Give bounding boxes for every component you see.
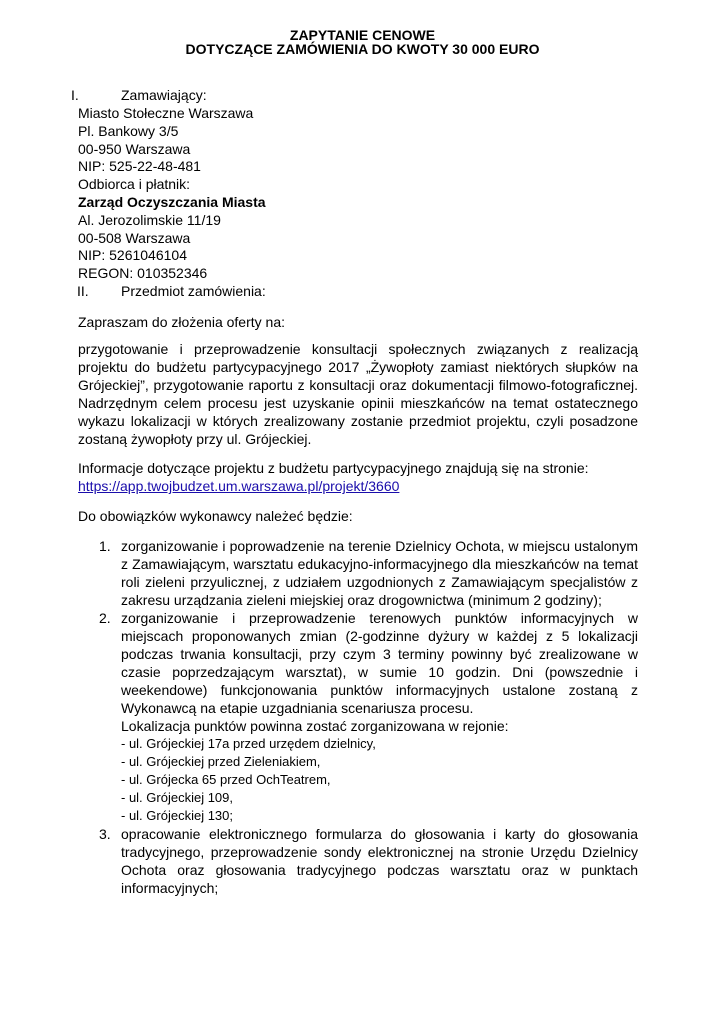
recipient-name: Zarząd Oczyszczania Miasta bbox=[78, 193, 266, 210]
list-item bbox=[78, 825, 638, 897]
list-item-number: 3. bbox=[99, 826, 111, 842]
duties-intro: Do obowiązków wykonawcy należeć będzie: bbox=[78, 508, 353, 524]
list-item-number: 2. bbox=[99, 610, 111, 626]
section-1-label: Zamawiający: bbox=[121, 87, 207, 103]
section-2-number: II. bbox=[77, 283, 89, 299]
address-line: 00-950 Warszawa bbox=[78, 140, 191, 157]
ordering-party-block bbox=[78, 104, 266, 282]
list-item bbox=[78, 609, 638, 825]
address-line: Miasto Stołeczne Warszawa bbox=[78, 105, 254, 121]
list-item-text: zorganizowanie i poprowadzenie na terenie Dzielnicy Ochota, w miejscu ustalonym z Zamawiającym, warsztatu edukacyjno-informacyjnego dla mieszkańców na temat roli zieleni przyulicznej, z udziałem uzgodnionych z Zamawiającym specjalistów z zakresu urządzania zieleni miejskiej oraz drogownictwa (minimum 2 godziny); bbox=[121, 538, 638, 608]
list-item-text: opracowanie elektronicznego formularza do głosowania i karty do głosowania tradycyjnego, przeprowadzenie sondy elektronicznej na stronie Urzędu Dzielnicy Ochota oraz głosowania tradycyjnego podczas warsztatu oraz w punktach informacyjnych; bbox=[121, 826, 638, 896]
address-line: NIP: 5261046104 bbox=[78, 247, 187, 264]
location-item: - ul. Grójecka 65 przed OchTeatrem, bbox=[121, 772, 331, 787]
section-1-number: I. bbox=[71, 87, 79, 103]
duties-list bbox=[78, 537, 638, 897]
address-line: 00-508 Warszawa bbox=[78, 229, 191, 246]
location-item: - ul. Grójeckiej 109, bbox=[121, 790, 233, 805]
location-item: - ul. Grójeckiej 130; bbox=[121, 808, 233, 823]
list-item bbox=[78, 537, 638, 609]
list-item-number: 1. bbox=[99, 538, 111, 554]
location-item: - ul. Grójeckiej 17a przed urzędem dzielnicy, bbox=[121, 736, 376, 751]
address-line: NIP: 525-22-48-481 bbox=[78, 158, 201, 175]
project-link[interactable]: https://app.twojbudzet.um.warszawa.pl/projekt/3660 bbox=[78, 478, 400, 494]
project-link-wrapper bbox=[78, 477, 638, 495]
page-title: ZAPYTANIE CENOWE bbox=[289, 27, 436, 43]
page-subtitle: DOTYCZĄCE ZAMÓWIENIA DO KWOTY 30 000 EURO bbox=[185, 41, 540, 57]
scope-description: przygotowanie i przeprowadzenie konsultacji społecznych związanych z realizacją projektu do budżetu partycypacyjnego 2017 „Żywopłoty zamiast niektórych słupków na Grójeckiej”, przygotowanie raportu z konsultacji oraz dokumentacji filmowo-fotograficznej. Nadrzędnym celem procesu jest uzyskanie opinii mieszkańców na temat ostatecznego wykazu lokalizacji w których zrealizowany zostanie przedmiot projektu, czyli posadzone zostaną żywopłoty przy ul. Grójeckiej. bbox=[78, 341, 638, 447]
locations-list bbox=[121, 735, 638, 825]
invitation-text: Zapraszam do złożenia oferty na: bbox=[78, 314, 285, 330]
address-line: Al. Jerozolimskie 11/19 bbox=[78, 211, 221, 228]
locations-intro: Lokalizacja punktów powinna zostać zorganizowana w rejonie: bbox=[121, 718, 509, 734]
address-line: REGON: 010352346 bbox=[78, 265, 208, 282]
address-line: Pl. Bankowy 3/5 bbox=[78, 122, 179, 139]
project-info-text: Informacje dotyczące projektu z budżetu partycypacyjnego znajdują się na stronie: bbox=[78, 460, 589, 476]
list-item-text: zorganizowanie i przeprowadzenie terenowych punktów informacyjnych w miejscach proponowanych zmian (2-godzinne dyżury w każdej z 5 lokalizacji podczas trwania konsultacji, przy czym 3 terminy powinny być zrealizowane w czasie poprzedzającym warsztat), w sumie 10 godzin. Dni (powszednie i weekendowe) funkcjonowania punktów informacyjnych ustalone zostaną z Wykonawcą na etapie uzgadniania scenariusza procesu. bbox=[121, 610, 638, 716]
address-line: Odbiorca i płatnik: bbox=[78, 176, 191, 193]
section-2-label: Przedmiot zamówienia: bbox=[121, 283, 266, 299]
location-item: - ul. Grójeckiej przed Zieleniakiem, bbox=[121, 754, 321, 769]
